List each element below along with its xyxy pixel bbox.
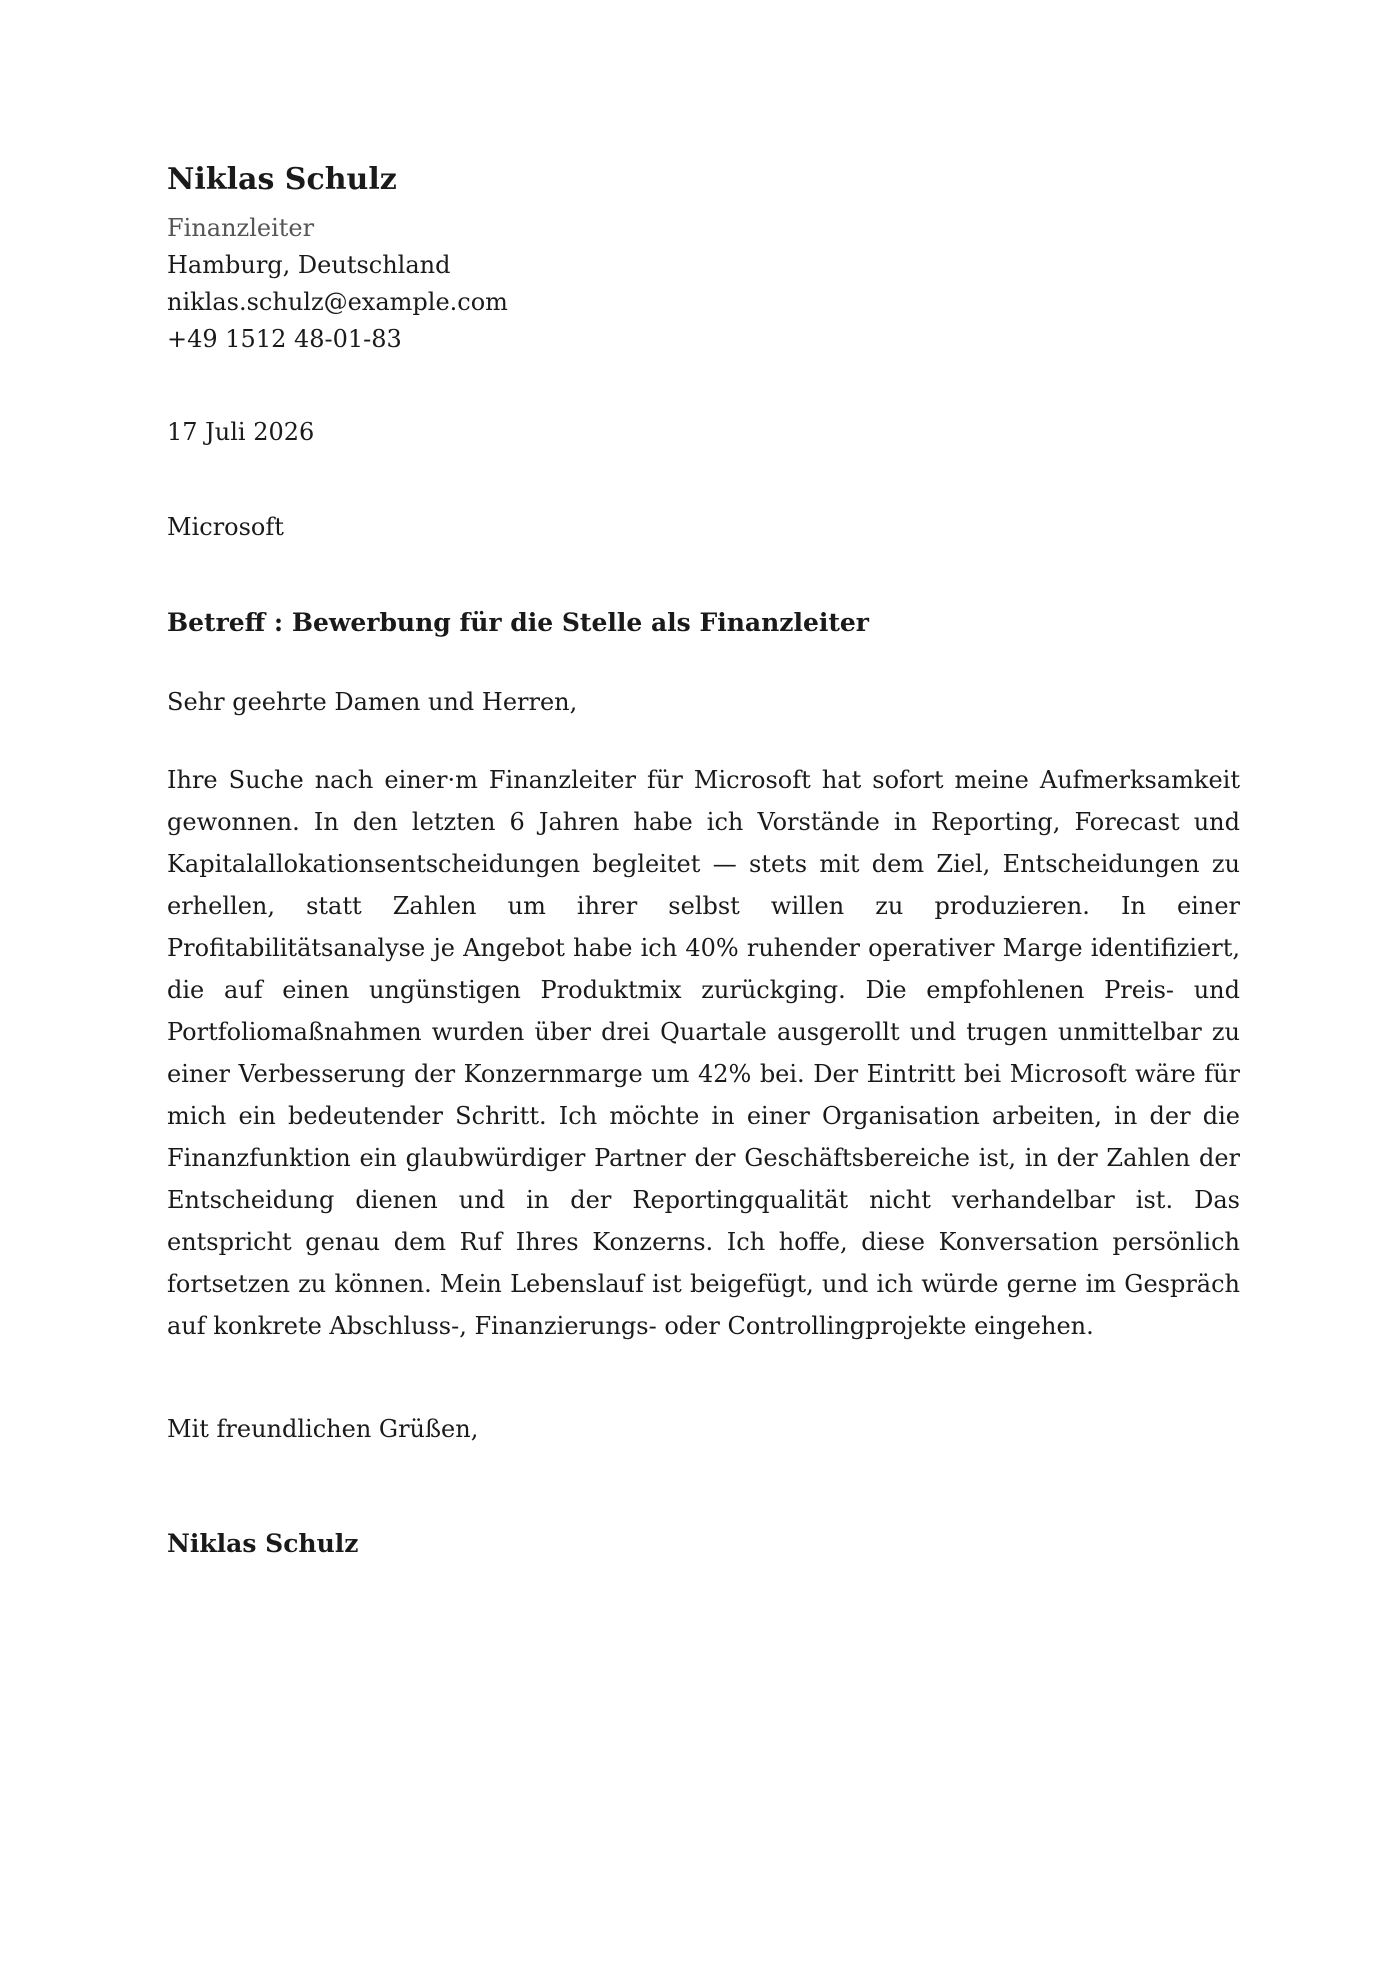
- letter-date: 17 Juli 2026: [167, 418, 315, 446]
- letter-body: Ihre Suche nach einer·m Finanzleiter für Microsoft hat sofort meine Aufmerksamkeit gewonnen. In den letzten 6 Jahren habe ich Vorstände in Reporting, Forecast und Kapitalallokationsentscheidungen begleitet — stets mit dem Ziel, Entscheidungen zu erhellen, statt Zahlen um ihrer selbst willen zu produzieren. In einer Profitabilitätsanalyse je Angebot habe ich 40% ruhender operativer Marge identifiziert, die auf einen ungünstigen Produktmix zurückging. Die empfohlenen Preis- und Portfoliomaßnahmen wurden über drei Quartale ausgerollt und trugen unmittelbar zu einer Verbesserung der Konzernmarge um 42% bei. Der Eintritt bei Microsoft wäre für mich ein bedeutender Schritt. Ich möchte in einer Organisation arbeiten, in der die Finanzfunktion ein glaubwürdiger Partner der Geschäftsbereiche ist, in der Zahlen der Entscheidung dienen und in der Reportingqualität nicht verhandelbar ist. Das entspricht genau dem Ruf Ihres Konzerns. Ich hoffe, diese Konversation persönlich fortsetzen zu können. Mein Lebenslauf ist beigefügt, und ich würde gerne im Gespräch auf konkrete Abschluss-, Finanzierungs- oder Controllingprojekte eingehen.: [167, 766, 1240, 1340]
- sender-name: Niklas Schulz: [167, 162, 397, 197]
- salutation: Sehr geehrte Damen und Herren,: [167, 688, 578, 716]
- sender-phone: +49 1512 48-01-83: [167, 325, 402, 353]
- sender-title: Finanzleiter: [167, 214, 315, 242]
- subject-line: Betreff : Bewerbung für die Stelle als Finanzleiter: [167, 608, 869, 637]
- signature: Niklas Schulz: [167, 1529, 359, 1558]
- sender-block: [167, 160, 1240, 358]
- cover-letter: [167, 160, 1240, 1562]
- sender-email: niklas.schulz@example.com: [167, 288, 508, 316]
- sender-location: Hamburg, Deutschland: [167, 251, 451, 279]
- closing: Mit freundlichen Grüßen,: [167, 1415, 479, 1443]
- recipient: Microsoft: [167, 513, 284, 541]
